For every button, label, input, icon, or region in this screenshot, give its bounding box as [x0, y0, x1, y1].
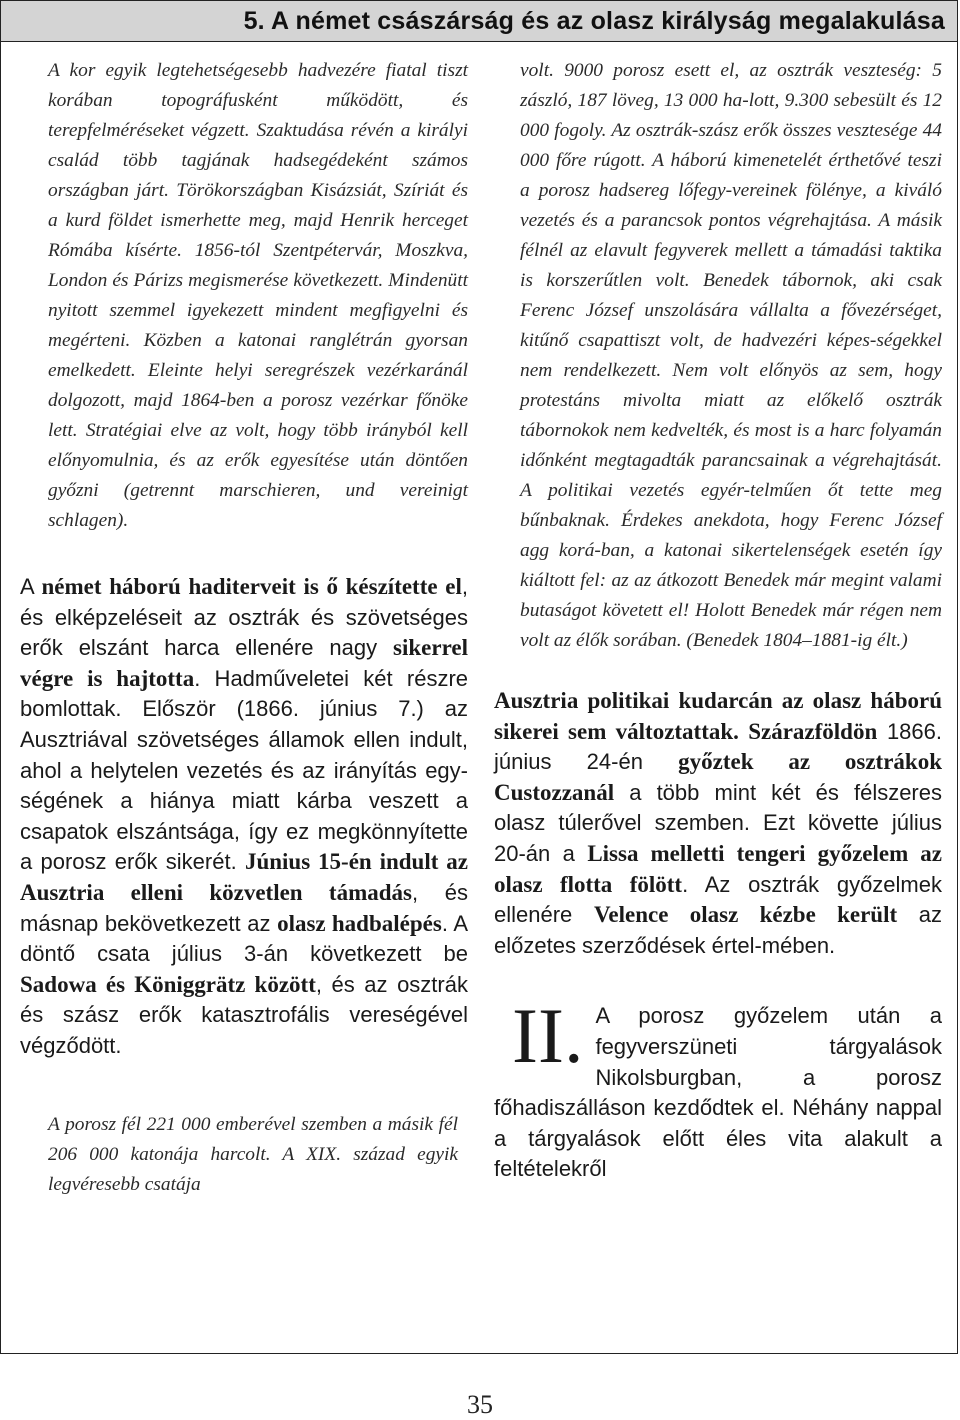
page-number: 35: [467, 1390, 493, 1419]
left-column: [20, 56, 468, 1200]
section-text: A porosz győzelem után a fegyverszüneti tárgyalások Nikolsburgban, a porosz főhadiszálláson kezdődtek el. Néhány nappal a tárgyalások előtt éles vita alakult a feltételekről: [494, 1003, 942, 1182]
section-two: [494, 992, 942, 1185]
section-numeral: II.: [512, 992, 584, 1080]
right-column: [494, 56, 942, 1185]
chapter-title: 5. A német császárság és az olasz királyság megalakulása: [243, 7, 945, 35]
chapter-header: [0, 0, 958, 42]
battle-note: A porosz fél 221 000 emberével szemben a másik fél 206 000 katonája harcolt. A XIX. század egyik legvéresebb csatája: [48, 1113, 458, 1195]
biography-sidebar: A kor egyik legtehetségesebb hadvezére fiatal tiszt korában topográfusként működött, és terepfelméréseket végzett. Szaktudása révén a királyi család több tagjának hadsegédeként számos országban járt. Törökországban Kisázsiát, Szíriát és a kurd földet ismerhette meg, majd Henrik herceget Rómába kísérte. 1856-tól Szentpétervár, Moszkva, London és Párizs megismerése következett. Mindenütt nyitott szemmel igyekezett mindent megfigyelni és megérteni. Közben a katonai ranglétrán gyorsan emelkedett. Eleinte helyi seregrészek vezérkaránál dolgozott, majd 1864-ben a porosz vezérkar főnöke lett. Stratégiai elve az volt, hogy több irányból kell előnyomulnia, és az erők egyesítése után döntően győzni (getrennt marschieren, und vereinigt schlagen).: [48, 60, 468, 531]
battle-note-continued: volt. 9000 porosz esett el, az osztrák veszteség: 5 zászló, 187 löveg, 13 000 ha-lott, 9.300 sebesült és 12 000 fogoly. Az osztrák-szász erők összes vesztesége 44 000 főre rúgott. A háború kimenetelét érthetővé teszi a porosz hadsereg lőfegy-vereinek fölénye, a kiváló vezetés és a parancsok pontos végrehajtása. A másik félnél az elavult fegyverek mellett a támadási taktika is korszerűtlen volt. Benedek tábornok, aki csak Ferenc József unszolására vállalta a fővezérséget, kitűnő csapattiszt volt, de hadvezéri képes-ségekkel nem rendelkezett. Nem volt előnyös az sem, hogy protestáns mivolta miatt az előkelő osztrák tábornokok nem kedvelték, és most is a harc folyamán időnként megtagadták parancsainak a végrehajtását. A politikai vezetés egyér-telműen őt tette meg bűnbaknak. Érdekes anekdota, hogy Ferenc József agg korá-ban, a katonai sikertelenségek esetén így kiáltott fel: az az átkozott Benedek már megint valami butaságot követett el! Holott Benedek már régen nem volt az élők sorában. (Benedek 1804–1881-ig élt.): [520, 60, 942, 651]
main-paragraph-right: Ausztria politikai kudarcán az olasz háború sikerei sem változtattak. Szárazföldön 1866. június 24-én győztek az osztrákok Custozzanál a több mint két és félszeres olasz túlerővel szemben. Ezt követte július 20-án a Lissa melletti tengeri győzelem az olasz flotta fölött. Az osztrák győzelmek ellenére Velence olasz kézbe került az előzetes szerződések értel-mében.: [494, 688, 943, 958]
main-paragraph-left: A német háború haditerveit is ő készítette el, és elképzeléseit az osztrák és szövetséges erők elszánt harca ellenére nagy sikerrel végre is hajtotta. Hadműveletei két részre bomlottak. Először (1866. június 7.) az Ausztriával szövetséges államok ellen indult, ahol a helytelen vezetés és az irányítás egy-ségének a hiánya miatt kárba veszett a csapatok elszántsága, így ez megkönnyítette a porosz erők sikerét. Június 15-én indult az Ausztria elleni közvetlen támadás, és másnap bekövetkezett az olasz hadbalépés. A döntő csata július 3-án következett be Sadowa és Königgrätz között, és az osztrák és szász erők katasztrofális vereségével végződött.: [20, 574, 469, 1058]
